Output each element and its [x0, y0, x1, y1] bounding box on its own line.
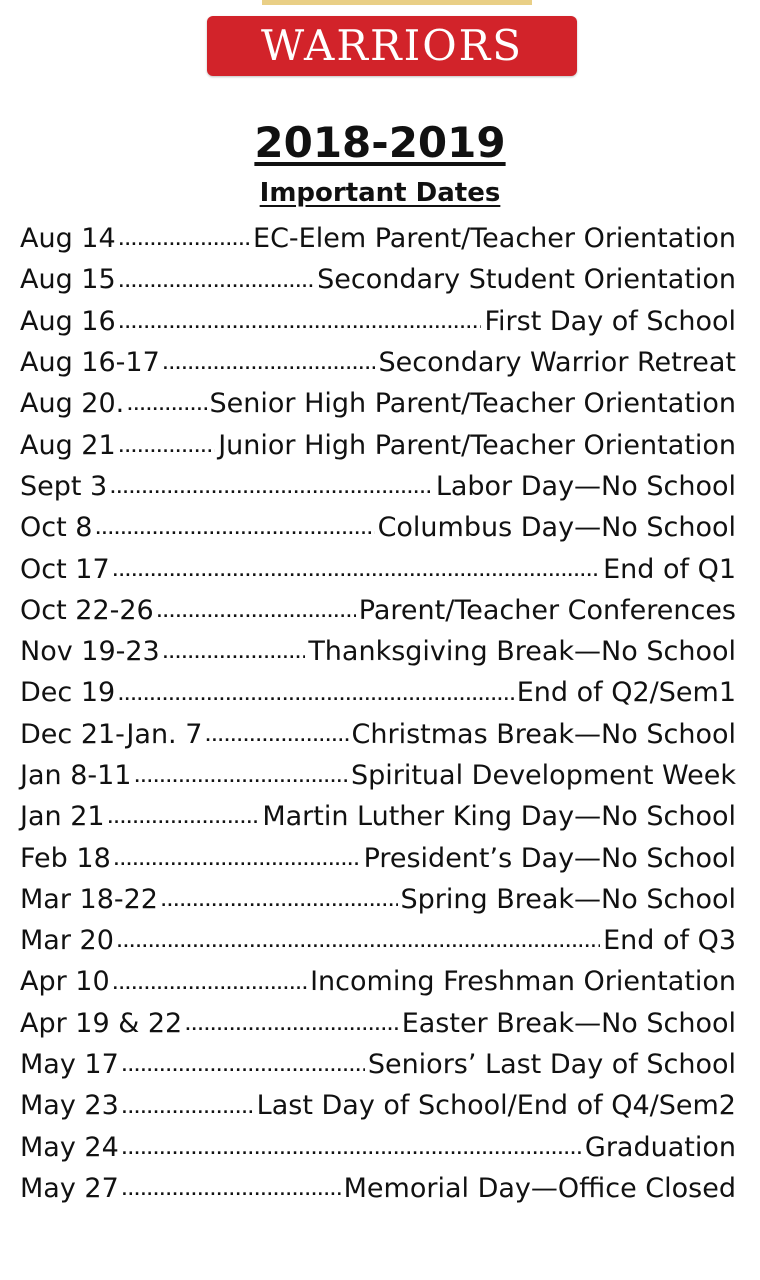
dot-leader: [119, 316, 482, 342]
date-row: [20, 837, 736, 878]
date-row: [20, 1085, 736, 1126]
dot-leader: [134, 770, 347, 796]
date-row: [20, 1003, 736, 1044]
date-row: [20, 714, 736, 755]
date-row: [20, 920, 736, 961]
event-label: End of Q1: [603, 553, 736, 585]
dot-leader: [122, 1183, 341, 1209]
event-label: Martin Luther King Day—No School: [262, 801, 736, 833]
dot-leader: [113, 977, 307, 1003]
dot-leader: [205, 729, 348, 755]
dot-leader: [122, 1142, 582, 1168]
event-label: Last Day of School/End of Q4/Sem2: [256, 1090, 736, 1122]
date-label: Sept 3: [20, 470, 108, 502]
date-label: Aug 15: [20, 264, 116, 296]
event-label: Graduation: [584, 1131, 736, 1163]
dot-leader: [119, 440, 216, 466]
event-label: Secondary Warrior Retreat: [378, 347, 736, 379]
date-label: Oct 22-26: [20, 594, 154, 626]
event-label: Senior High Parent/Teacher Orientation: [209, 388, 736, 420]
gold-strip: [262, 0, 532, 5]
dot-leader: [122, 1101, 254, 1127]
event-label: Memorial Day—Office Closed: [343, 1172, 736, 1204]
important-dates-list: [20, 218, 736, 1209]
date-row: [20, 383, 736, 424]
date-row: [20, 259, 736, 300]
event-label: Parent/Teacher Conferences: [358, 594, 736, 626]
dot-leader: [161, 894, 398, 920]
dot-leader: [95, 522, 374, 548]
date-label: Aug 21: [20, 429, 116, 461]
page-subtitle: Important Dates: [259, 178, 501, 208]
date-label: May 23: [20, 1090, 119, 1122]
date-row: [20, 1168, 736, 1209]
date-row: [20, 1127, 736, 1168]
dot-leader: [114, 853, 361, 879]
date-row: [20, 631, 736, 672]
event-label: Columbus Day—No School: [377, 512, 736, 544]
dot-leader: [122, 1059, 365, 1085]
dot-leader: [118, 688, 514, 714]
date-row: [20, 548, 736, 589]
date-row: [20, 879, 736, 920]
date-row: [20, 961, 736, 1002]
date-label: May 17: [20, 1049, 119, 1081]
date-row: [20, 218, 736, 259]
dot-leader: [185, 1018, 398, 1044]
date-label: Dec 21-Jan. 7: [20, 718, 203, 750]
dot-leader: [119, 233, 250, 259]
event-label: Christmas Break—No School: [351, 718, 736, 750]
date-label: Feb 18: [20, 842, 111, 874]
date-label: Aug 16: [20, 305, 116, 337]
event-label: Secondary Student Orientation: [317, 264, 736, 296]
event-label: End of Q3: [603, 925, 736, 957]
date-label: Apr 10: [20, 966, 110, 998]
date-row: [20, 672, 736, 713]
event-label: Spring Break—No School: [400, 883, 736, 915]
dot-leader: [127, 398, 206, 424]
date-label: Mar 18-22: [20, 883, 158, 915]
date-label: Jan 8-11: [20, 760, 132, 791]
event-label: Spiritual Development Week: [350, 760, 736, 791]
event-label: Seniors’ Last Day of School: [367, 1049, 736, 1081]
event-label: Incoming Freshman Orientation: [310, 966, 736, 998]
warriors-banner: [207, 16, 577, 76]
date-row: [20, 755, 736, 796]
dot-leader: [163, 646, 306, 672]
date-label: Oct 8: [20, 512, 93, 544]
event-label: Thanksgiving Break—No School: [308, 636, 736, 668]
dot-leader: [113, 564, 600, 590]
date-row: [20, 424, 736, 465]
dot-leader: [110, 481, 433, 507]
date-row: [20, 1044, 736, 1085]
date-row: [20, 796, 736, 837]
event-label: Easter Break—No School: [401, 1007, 736, 1039]
dot-leader: [163, 357, 376, 383]
date-label: Aug 16-17: [20, 347, 160, 379]
date-label: Mar 20: [20, 925, 114, 957]
date-label: Aug 20.: [20, 388, 125, 420]
date-label: Nov 19-23: [20, 636, 160, 668]
event-label: EC-Elem Parent/Teacher Orientation: [253, 223, 736, 255]
date-row: [20, 466, 736, 507]
event-label: Labor Day—No School: [435, 470, 736, 502]
dot-leader: [157, 605, 356, 631]
date-label: Aug 14: [20, 223, 116, 255]
date-label: Dec 19: [20, 677, 116, 709]
date-label: May 24: [20, 1131, 119, 1163]
dot-leader: [119, 275, 314, 301]
event-label: President’s Day—No School: [363, 842, 736, 874]
date-row: [20, 507, 736, 548]
dot-leader: [108, 811, 260, 837]
date-label: May 27: [20, 1172, 119, 1204]
date-row: [20, 301, 736, 342]
date-label: Oct 17: [20, 553, 110, 585]
event-label: End of Q2/Sem1: [516, 677, 736, 709]
event-label: First Day of School: [484, 305, 736, 337]
date-row: [20, 590, 736, 631]
date-label: Jan 21: [20, 801, 105, 833]
date-row: [20, 342, 736, 383]
date-label: Apr 19 & 22: [20, 1007, 183, 1039]
dot-leader: [117, 935, 600, 961]
banner-title: WARRIORS: [260, 21, 524, 70]
event-label: Junior High Parent/Teacher Orientation: [218, 429, 736, 461]
page-title: 2018-2019: [254, 118, 506, 167]
